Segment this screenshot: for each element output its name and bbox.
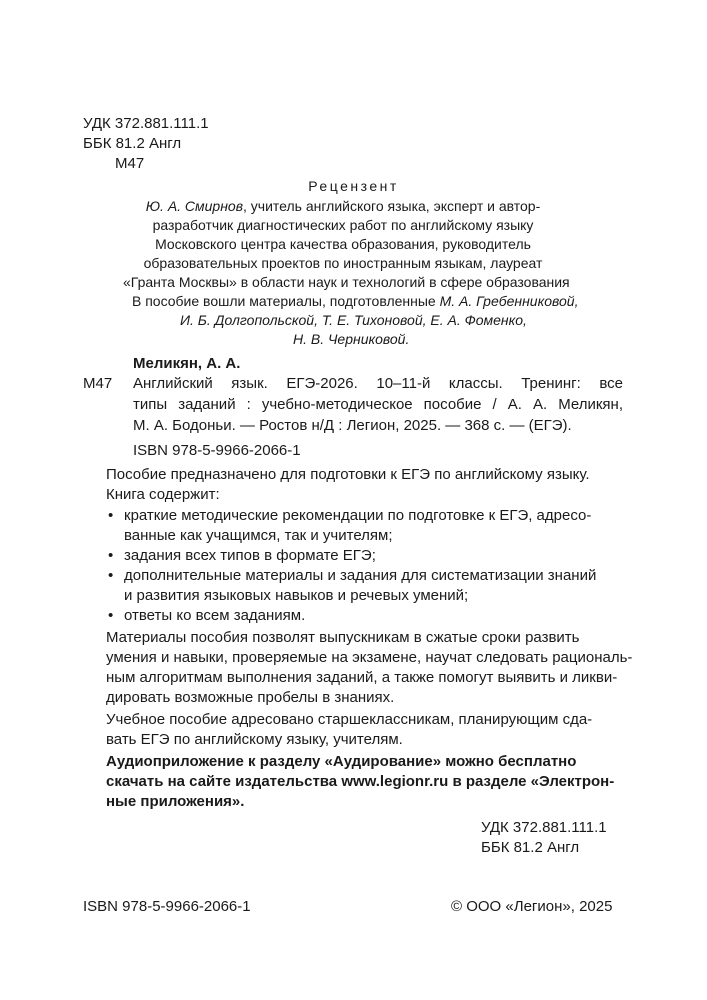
bullet-marker: • [108, 567, 114, 584]
para3-line-2: вать ЕГЭ по английскому языку, учителям. [106, 731, 403, 748]
reviewer-name: Ю. А. Смирнов [145, 198, 244, 214]
bullet-marker: • [108, 607, 114, 624]
bbk-code-top: ББК 81.2 Англ [83, 135, 182, 152]
author-mark-top: М47 [115, 155, 145, 172]
audio-line-2: скачать на сайте издательства www.legionr.ru в разделе «Электрон- [106, 773, 615, 790]
para2-line-4: дировать возможные пробелы в знаниях. [106, 689, 395, 706]
bullet-item-3-line-2: и развития языковых навыков и речевых умений; [124, 587, 469, 604]
bullet-item-3-line-1: дополнительные материалы и задания для систематизации знаний [124, 567, 597, 584]
bullet-item-4: ответы ко всем заданиям. [124, 607, 306, 624]
bullet-marker: • [108, 547, 114, 564]
para3-line-1: Учебное пособие адресовано старшеклассникам, планирующим сда- [106, 711, 593, 728]
bullet-item-1-line-2: ванные как учащимся, так и учителям; [124, 527, 393, 544]
annotation-contains: Книга содержит: [106, 486, 220, 503]
bullet-item-2: задания всех типов в формате ЕГЭ; [124, 547, 376, 564]
footer-copyright: © ООО «Легион», 2025 [451, 898, 613, 915]
contributors-line-2: И. Б. Долгопольской, Т. Е. Тихоновой, Е. А. Фоменко, [180, 312, 527, 328]
reviewer-heading: Рецензент [308, 178, 399, 194]
footer-isbn: ISBN 978-5-9966-2066-1 [83, 898, 251, 915]
reviewer-line-2: разработчик диагностических работ по английскому языку [152, 217, 534, 233]
contributors-line-1: В пособие вошли материалы, подготовленные М. А. Гребенниковой, [132, 293, 579, 309]
catalog-desc-line-1: Английский язык. ЕГЭ-2026. 10–11-й классы. Тренинг: все [133, 375, 623, 392]
catalog-isbn: ISBN 978-5-9966-2066-1 [133, 442, 301, 459]
audio-line-1: Аудиоприложение к разделу «Аудирование» можно бесплатно [106, 753, 577, 770]
catalog-desc-line-2: типы заданий : учебно-методическое пособие / А. А. Меликян, [133, 396, 623, 413]
catalog-author: Меликян, А. А. [133, 355, 241, 372]
bullet-item-1-line-1: краткие методические рекомендации по подготовке к ЕГЭ, адресо- [124, 507, 592, 524]
annotation-purpose: Пособие предназначено для подготовки к ЕГЭ по английскому языку. [106, 466, 590, 483]
para2-line-3: ным алгоритмам выполнения заданий, а также помогут выявить и ликви- [106, 669, 618, 686]
reviewer-line-4: образовательных проектов по иностранным языкам, лауреат [143, 255, 543, 271]
bbk-code-bottom: ББК 81.2 Англ [481, 839, 580, 856]
audio-line-3: ные приложения». [106, 793, 245, 810]
catalog-mark: М47 [83, 375, 113, 392]
para2-line-2: умения и навыки, проверяемые на экзамене, научат следовать рациональ- [106, 649, 633, 666]
para2-line-1: Материалы пособия позволят выпускникам в сжатые сроки развить [106, 629, 580, 646]
udk-code-top: УДК 372.881.111.1 [83, 115, 209, 132]
udk-code-bottom: УДК 372.881.111.1 [481, 819, 607, 836]
reviewer-line-5: «Гранта Москвы» в области наук и технологий в сфере образования [123, 274, 570, 290]
bullet-marker: • [108, 507, 114, 524]
reviewer-line-3: Московского центра качества образования, руководитель [155, 236, 531, 252]
catalog-desc-line-3: М. А. Бодоньи. — Ростов н/Д : Легион, 2025. — 368 с. — (ЕГЭ). [133, 417, 572, 434]
reviewer-line-1: Ю. А. Смирнов, учитель английского языка, эксперт и автор- [145, 198, 541, 214]
contributors-line-3: Н. В. Черниковой. [293, 331, 410, 347]
